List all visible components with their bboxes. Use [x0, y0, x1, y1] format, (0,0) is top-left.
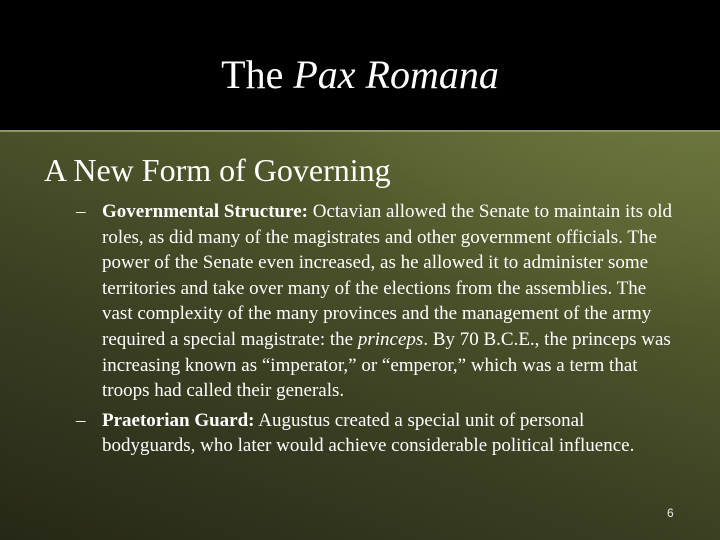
- bullet-dash: –: [76, 409, 86, 431]
- bullet-list: [76, 199, 676, 463]
- page-number: 6: [667, 506, 674, 520]
- bullet-text: Augustus created a special unit of personal bodyguards, who later would achieve considerable political influence.: [102, 409, 635, 457]
- section-heading: A New Form of Governing: [44, 152, 391, 188]
- bullet-text: Octavian allowed the Senate to maintain its old roles, as did many of the magistrates and other government officials. The power of the Senate even increased, as he allowed it to administer some territories and take over many of the elections from the assemblies. The vast complexity of the many provinces and the management of the army required a special magistrate: the: [102, 201, 673, 350]
- bullet-label: Praetorian Guard:: [102, 409, 255, 431]
- bullet-item-praetorian-guard: [76, 408, 676, 459]
- bullet-label: Governmental Structure:: [102, 201, 308, 222]
- bullet-item-governmental-structure: [76, 199, 676, 404]
- title-divider: [0, 130, 720, 132]
- title-plain: The: [221, 52, 294, 97]
- bullet-dash: –: [76, 201, 86, 222]
- title-italic: Pax Romana: [293, 52, 499, 97]
- slide-title: [0, 51, 720, 99]
- bullet-text-continued: . By 70 B.C.E., the princeps was increasing known as “imperator,” or “emperor,” which was a term that troops had called their generals.: [102, 328, 671, 402]
- bullet-italic-term: princeps: [357, 328, 424, 350]
